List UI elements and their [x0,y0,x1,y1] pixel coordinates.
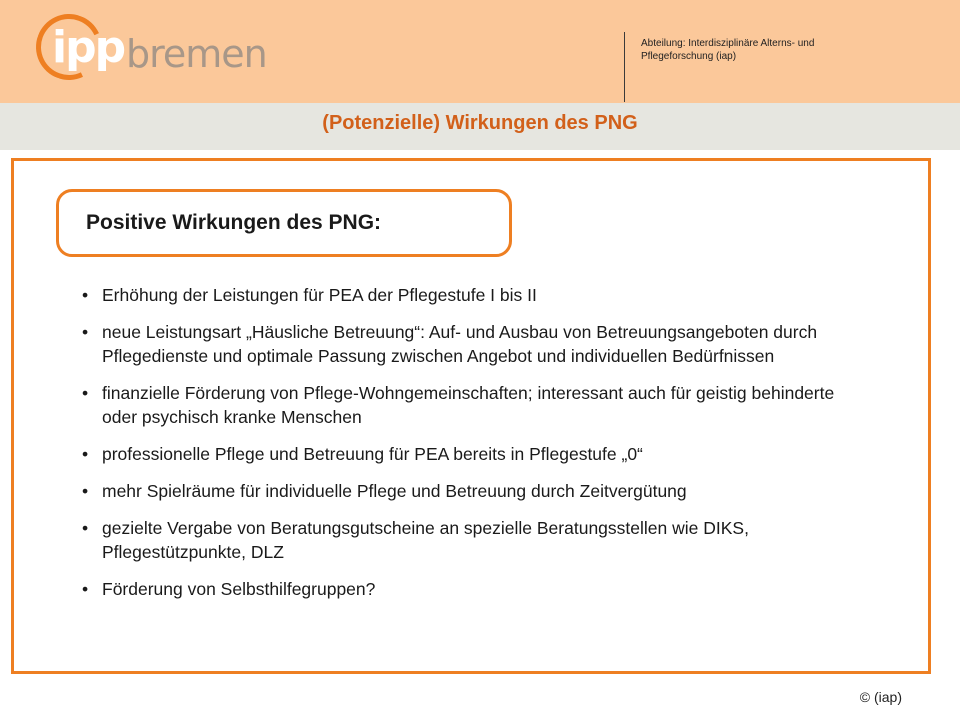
bullet-list [82,283,872,614]
list-item-text: Förderung von Selbsthilfegruppen? [102,579,376,599]
list-item-text: Erhöhung der Leistungen für PEA der Pflegestufe I bis II [102,285,537,305]
logo-bremen-text: bremen [126,32,267,76]
list-item [82,320,872,368]
section-title: Positive Wirkungen des PNG: [86,211,382,234]
list-item [82,577,872,601]
list-item [82,479,872,503]
list-item-text: gezielte Vergabe von Beratungsgutscheine an spezielle Beratungsstellen wie DIKS, Pflegestützpunkte, DLZ [102,518,749,562]
copyright-footer: © (iap) [859,689,902,705]
bullet-dot-icon: • [82,285,89,305]
list-item [82,381,872,429]
list-item [82,442,872,466]
list-item [82,283,872,307]
list-item-text: mehr Spielräume für individuelle Pflege und Betreuung durch Zeitvergütung [102,481,687,501]
bullet-dot-icon: • [82,444,89,464]
logo-ipp-text: ipp [52,22,125,73]
bullet-dot-icon: • [82,518,89,538]
bullet-dot-icon: • [82,322,89,342]
ipp-bremen-logo [36,14,267,88]
list-item [82,516,872,564]
header-divider [624,32,625,102]
list-item-text: professionelle Pflege und Betreuung für PEA bereits in Pflegestufe „0“ [102,444,643,464]
header-banner [0,0,960,103]
list-item-text: finanzielle Förderung von Pflege-Wohngemeinschaften; interessant auch für geistig behinderte oder psychisch kranke Menschen [102,383,835,427]
page-title: (Potenzielle) Wirkungen des PNG [322,112,638,134]
bullet-dot-icon: • [82,579,89,599]
bullet-dot-icon: • [82,481,89,501]
list-item-text: neue Leistungsart „Häusliche Betreuung“: Auf- und Ausbau von Betreuungsangeboten durch Pflegedienste und optimale Passung zwischen Angebot und individuellen Bedürfnissen [102,322,818,366]
department-label: Abteilung: Interdisziplinäre Alterns- und Pflegeforschung (iap) [641,38,815,62]
bullet-dot-icon: • [82,383,89,403]
